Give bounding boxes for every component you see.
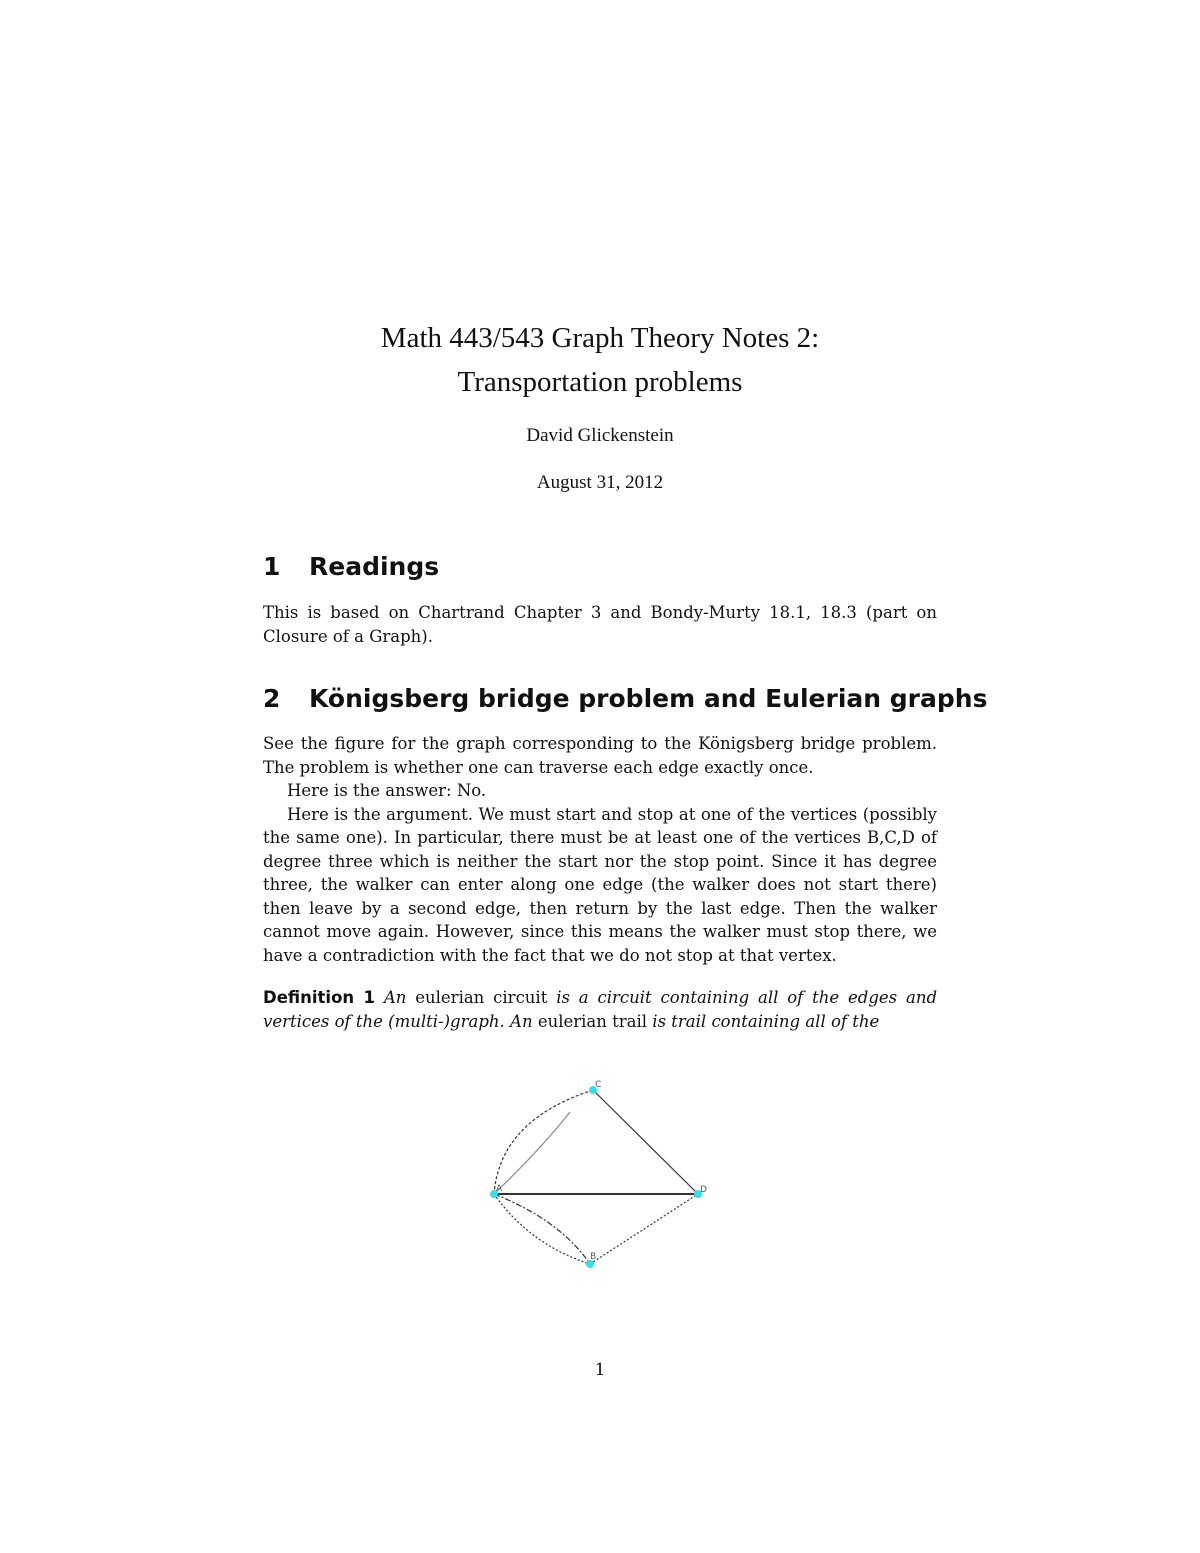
title-line-2: Transportation problems — [457, 366, 743, 398]
edge-a-c-outer — [494, 1090, 593, 1194]
edge-a-b-2 — [494, 1194, 590, 1264]
author: David Glickenstein — [526, 425, 674, 446]
term-eulerian-circuit: eulerian circuit — [415, 988, 548, 1007]
paragraph: Here is the argument. We must start and stop at one of the vertices (possibly the same one). In particular, there must be at least one of the vertices B,C,D of degree three which is neither the start nor the stop point. Since it has degree three, the walker can enter along one edge (the walker does not start there) then leave by a second edge, then return by the last edge. Then the walker cannot move again. However, since this means the walker must stop there, we have a contradiction with the fact that we do not stop at that vertex. — [263, 804, 937, 965]
graph-vertices — [490, 1086, 702, 1268]
readings-paragraph: This is based on Chartrand Chapter 3 and Bondy-Murty 18.1, 18.3 (part on Closure of a Graph). — [263, 603, 937, 646]
vertex-label-a: A — [496, 1184, 503, 1194]
graph-edges — [494, 1090, 698, 1264]
vertex-label-b: B — [590, 1252, 597, 1262]
edge-b-d — [590, 1194, 698, 1264]
konigsberg-graph-figure — [470, 1070, 730, 1280]
section-number: 1 — [263, 552, 281, 581]
paragraph: Here is the answer: No. — [287, 781, 487, 800]
definition-text: is trail containing all of the — [652, 1011, 880, 1031]
vertex-label-c: C — [595, 1080, 602, 1090]
definition-1 — [263, 986, 937, 1033]
page-number: 1 — [594, 1360, 606, 1380]
term-eulerian-trail: eulerian trail — [537, 1011, 648, 1031]
edge-a-b-1 — [494, 1194, 590, 1264]
section-title: Königsberg bridge problem and Eulerian graphs — [309, 684, 988, 713]
title-line-1: Math 443/543 Graph Theory Notes 2: — [380, 322, 820, 354]
vertex-label-d: D — [700, 1185, 707, 1195]
section-heading-konigsberg — [263, 684, 987, 713]
section-heading-readings — [263, 552, 439, 581]
definition-text: is a circuit containing all of the edges and vertices of the (multi-)graph. An — [263, 988, 938, 1031]
definition-text: An — [383, 988, 407, 1007]
section-number: 2 — [263, 684, 281, 713]
document-title — [0, 316, 1200, 404]
date: August 31, 2012 — [536, 472, 664, 493]
konigsberg-text — [263, 732, 937, 967]
section-title: Readings — [309, 552, 440, 581]
edge-c-d — [593, 1090, 698, 1194]
definition-label: Definition 1 — [263, 988, 375, 1007]
paragraph: See the figure for the graph corresponding to the Königsberg bridge problem. The problem is whether one can traverse each edge exactly once. — [263, 734, 937, 777]
